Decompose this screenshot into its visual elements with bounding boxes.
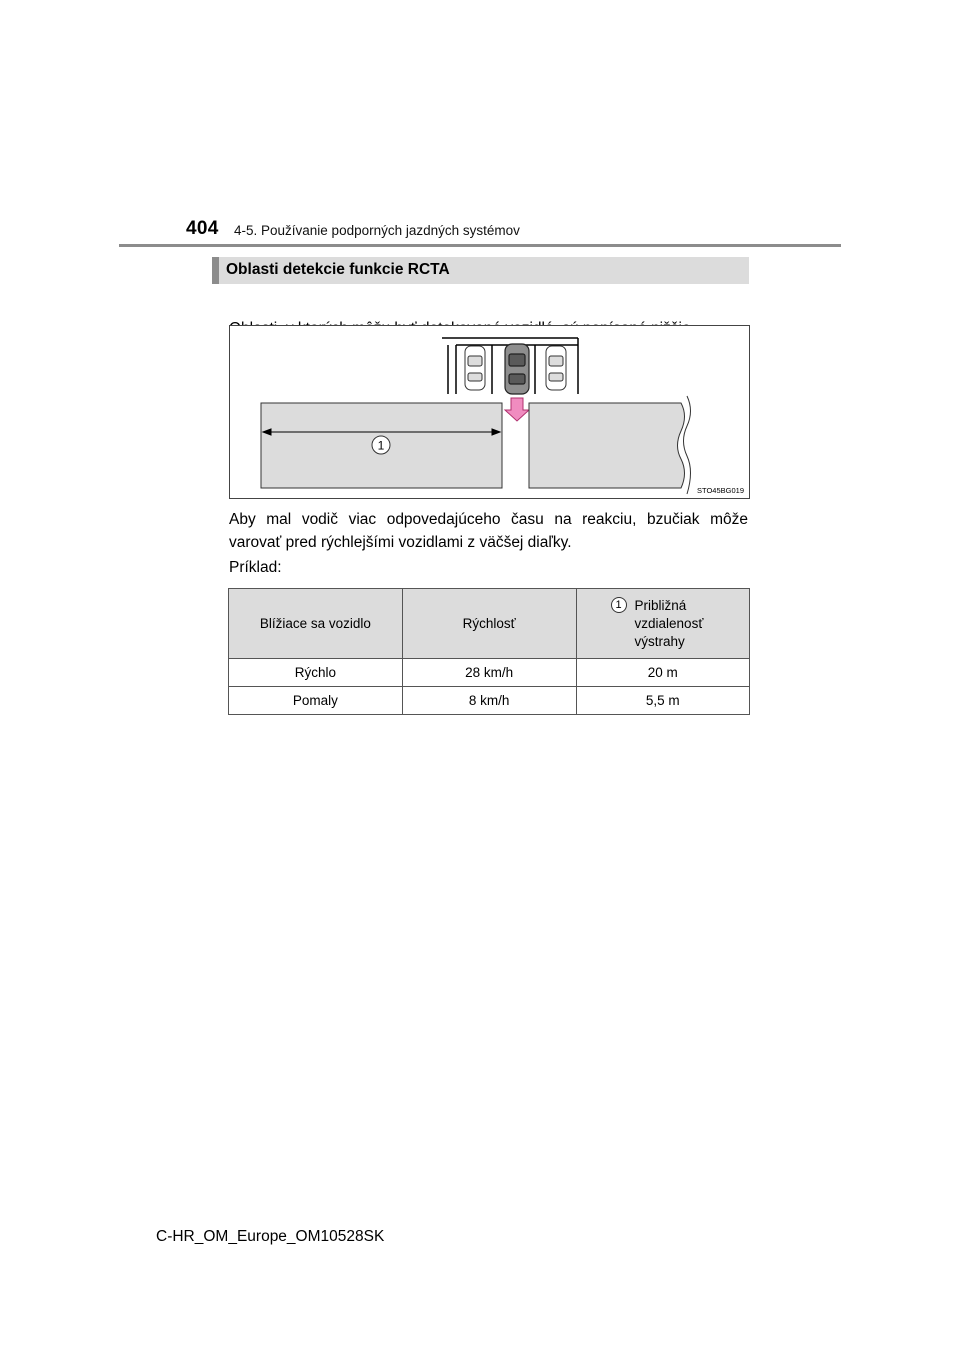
cell-distance: 20 m (576, 659, 749, 687)
parked-car-left-icon (465, 346, 485, 390)
cell-vehicle: Pomaly (229, 687, 403, 715)
distance-callout-badge: 1 (611, 597, 627, 613)
section-heading-bar (212, 257, 749, 284)
reaction-time-paragraph: Aby mal vodič viac odpovedajúceho času na reakciu, bzučiak môže varovať pred rýchlejšími vozidlami z väčšej diaľky. (229, 511, 748, 551)
cell-speed: 28 km/h (402, 659, 576, 687)
reverse-direction-arrow-icon (505, 398, 529, 421)
chapter-title: 4-5. Používanie podporných jazdných systémov (234, 223, 520, 238)
table-header-row (229, 589, 750, 659)
parked-car-right-icon (546, 346, 566, 390)
warning-distance-table (228, 588, 750, 715)
page-number: 404 (186, 218, 219, 239)
reversing-car-icon (505, 344, 529, 394)
header-distance-label: Približná vzdialenosť výstrahy (634, 598, 704, 649)
header-speed: Rýchlosť (402, 589, 576, 659)
figure-code: STO45BG019 (697, 486, 744, 495)
header-distance (576, 589, 749, 659)
header-vehicle: Blížiace sa vozidlo (229, 589, 403, 659)
right-detection-area (529, 403, 685, 488)
table-row (229, 687, 750, 715)
distance-callout-number: 1 (377, 438, 385, 453)
footer-document-code: C-HR_OM_Europe_OM10528SK (156, 1228, 385, 1245)
header-rule (119, 244, 841, 247)
example-label: Príklad: (229, 559, 282, 576)
table-row (229, 659, 750, 687)
rcta-detection-figure (229, 325, 750, 499)
cell-speed: 8 km/h (402, 687, 576, 715)
section-accent (212, 257, 219, 284)
section-title: Oblasti detekcie funkcie RCTA (226, 261, 450, 278)
detection-area-diagram (230, 326, 751, 500)
cell-distance: 5,5 m (576, 687, 749, 715)
cell-vehicle: Rýchlo (229, 659, 403, 687)
